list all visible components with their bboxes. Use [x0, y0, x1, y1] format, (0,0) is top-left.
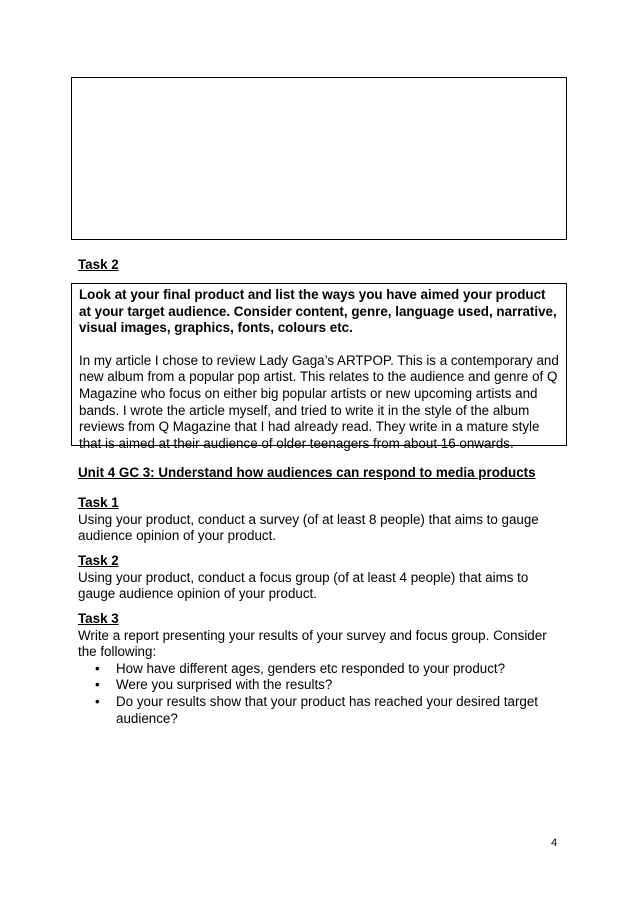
bullet-icon: •: [95, 660, 100, 676]
bullet-icon: •: [95, 677, 100, 693]
task2-prompt: Look at your final product and list the ways you have aimed your product at your target audience. Consider content, genre, language used, narrative, visual images, graphics, fonts, colours etc.: [79, 287, 557, 336]
task3-title: Task 3: [78, 611, 119, 626]
task1-title: Task 1: [78, 495, 119, 510]
task2-answer-text: In my article I chose to review Lady Gaga’s ARTPOP. This is a contemporary and new album from a popular pop artist. This relates to the audience and genre of Q Magazine who focus on either big popular artists or new upcoming artists and bands. I wrote the article myself, and tried to write it in the style of the album reviews from Q Magazine that I had already read. They write in a mature style that is aimed at their audience of older teenagers from about 16 onwards.: [79, 352, 559, 451]
task2-heading: Task 2: [78, 257, 119, 272]
list-item: • Were you surprised with the results?: [95, 677, 333, 693]
list-item: • How have different ages, genders etc responded to your product?: [95, 660, 506, 676]
unit-heading: Unit 4 GC 3: Understand how audiences can respond to media products: [78, 465, 536, 480]
task2b-title: Task 2: [78, 553, 119, 568]
empty-answer-box: [71, 77, 567, 240]
task1-block: [78, 495, 558, 545]
list-item: • Do your results show that your product has reached your desired target audience?: [95, 693, 539, 726]
task2-answer-box: [71, 283, 567, 451]
task3-block: [78, 611, 558, 727]
task2b-body: Using your product, conduct a focus group (of at least 4 people) that aims to gauge audience opinion of your product.: [78, 569, 529, 602]
task2-block: [78, 553, 558, 603]
bullet-icon: •: [95, 693, 100, 709]
task3-body: Write a report presenting your results of your survey and focus group. Consider the following:: [78, 627, 547, 660]
task1-body: Using your product, conduct a survey (of at least 8 people) that aims to gauge audience opinion of your product.: [78, 511, 539, 544]
page-number: 4: [551, 837, 558, 849]
task3-bullet-list: [78, 661, 558, 727]
